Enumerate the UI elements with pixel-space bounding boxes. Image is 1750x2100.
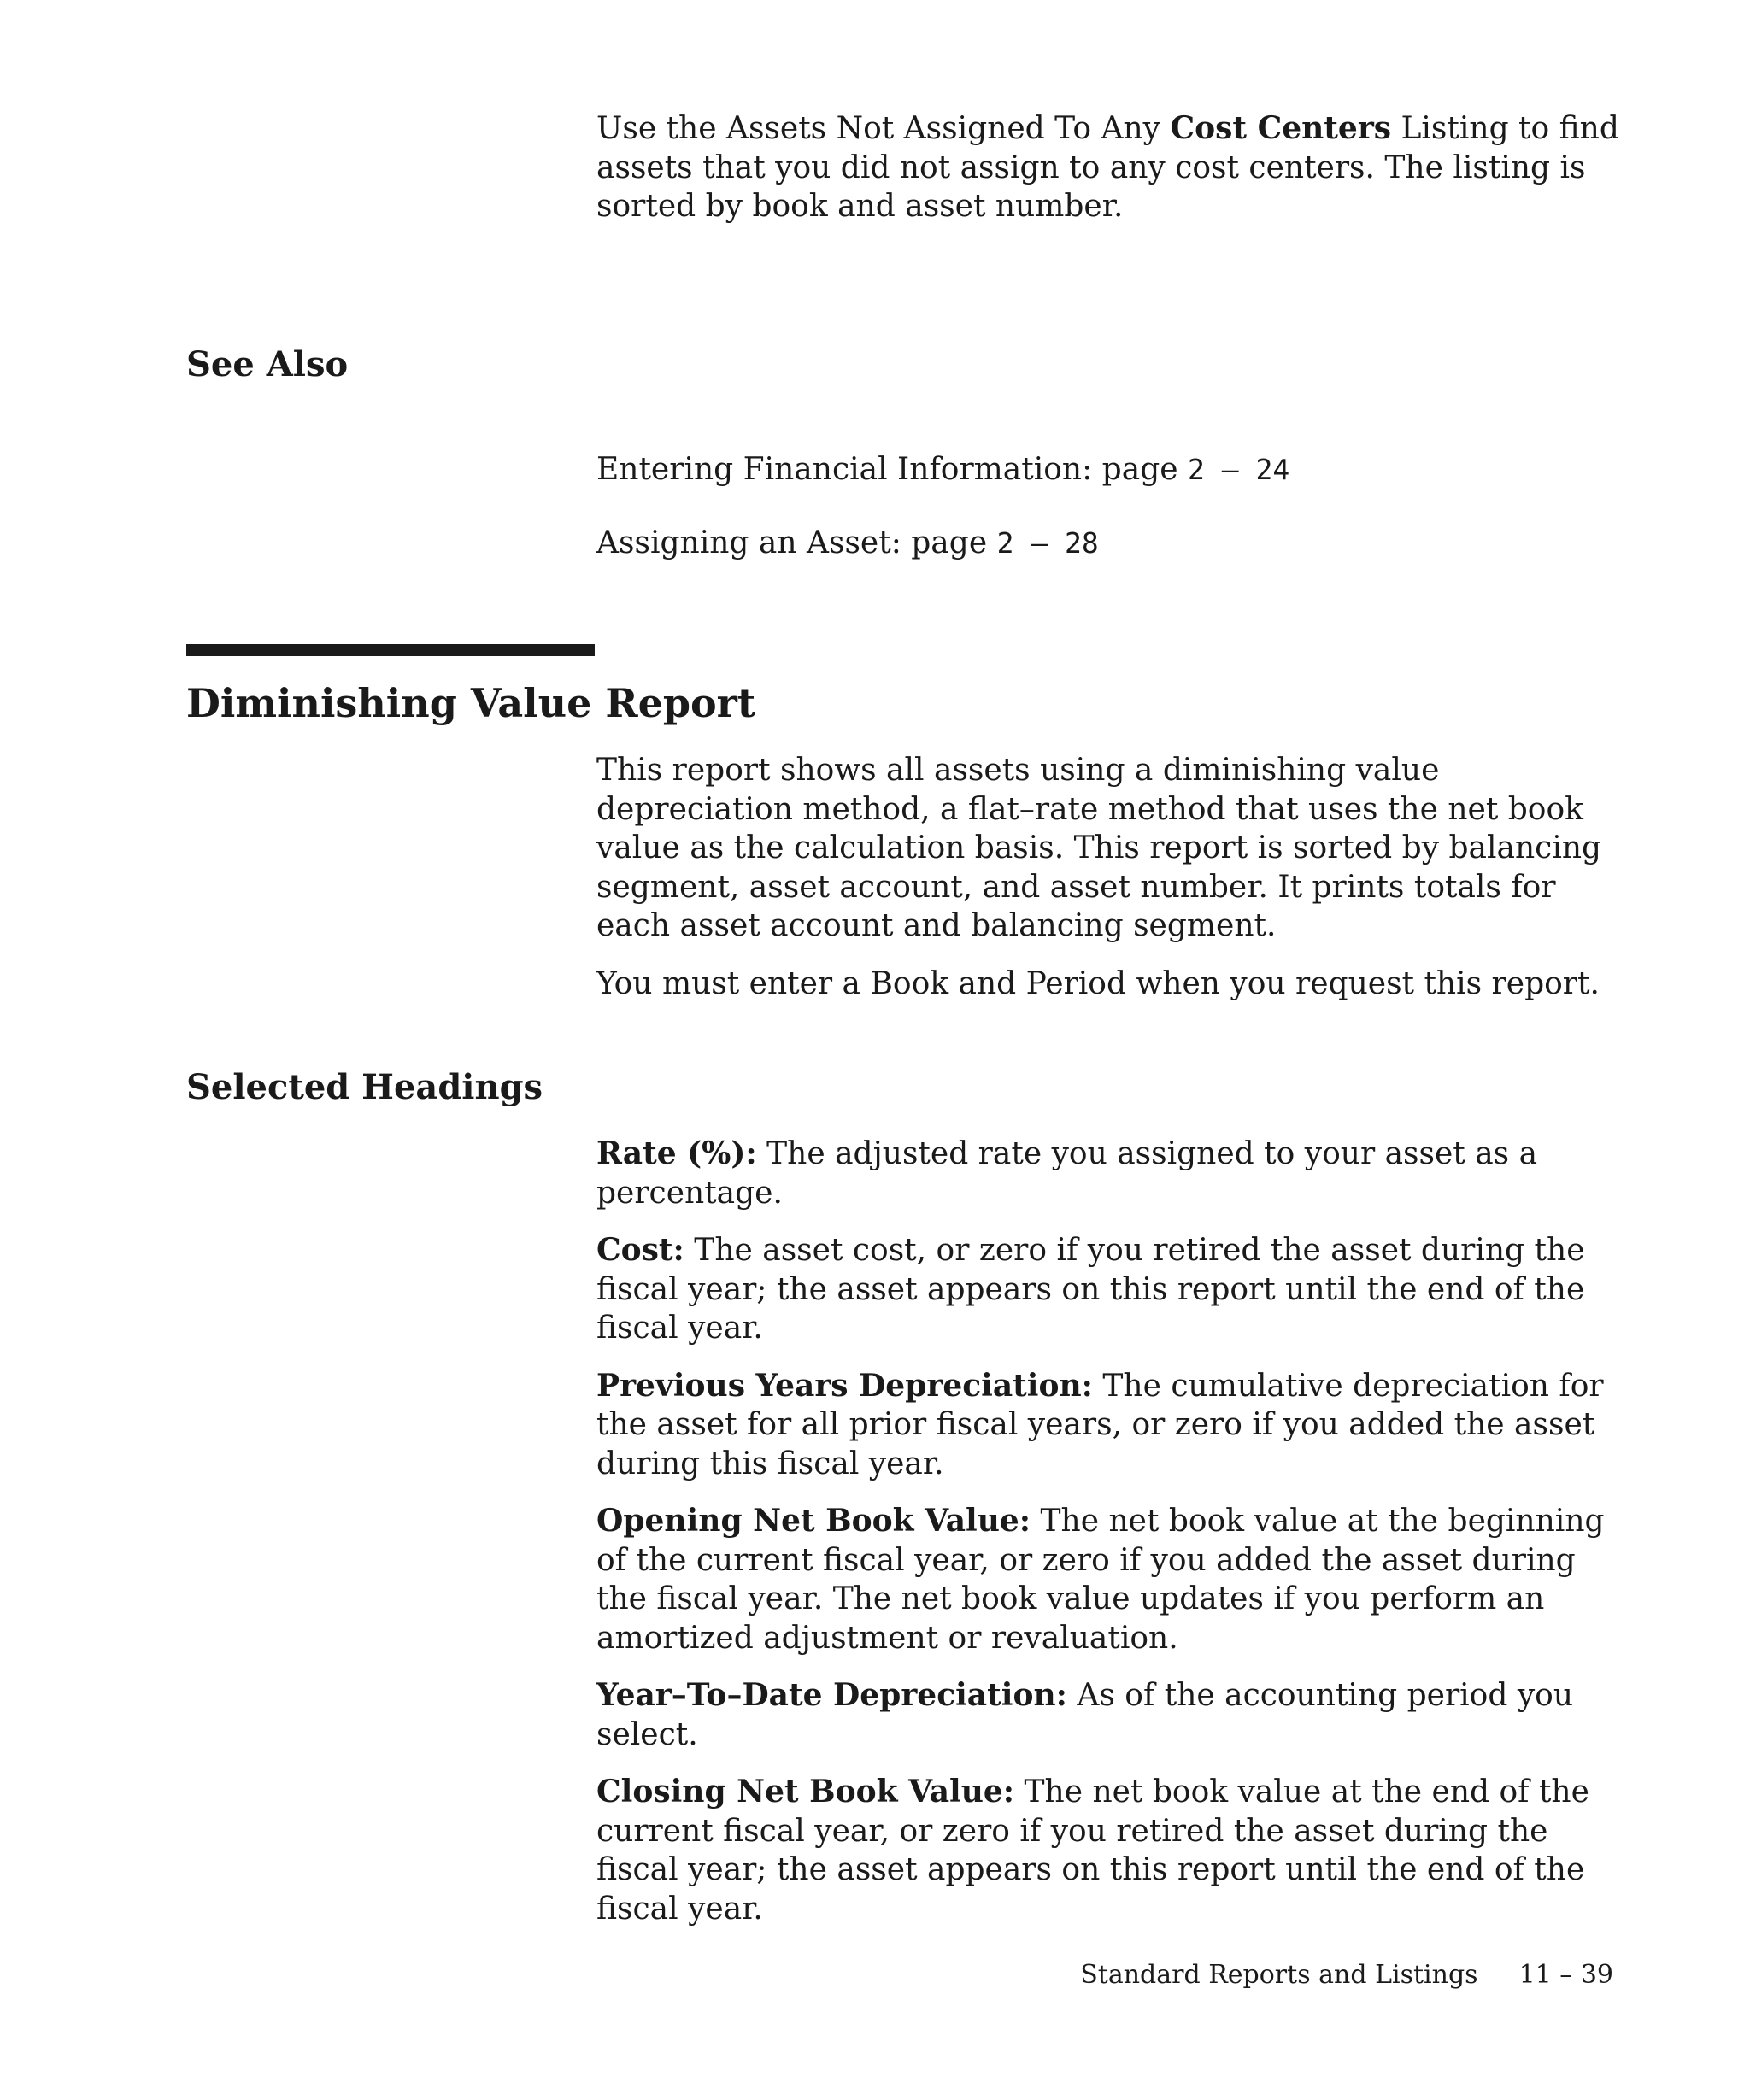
footer-page-number: 11 – 39: [1518, 1960, 1613, 1990]
definition-term: Year–To–Date Depreciation:: [596, 1677, 1067, 1713]
intro-block: [596, 109, 1622, 226]
intro-paragraph: [596, 109, 1622, 226]
definition-term: Closing Net Book Value:: [596, 1774, 1015, 1810]
intro-bold-term: Cost Centers: [1170, 110, 1392, 146]
definition-item: [596, 1676, 1622, 1754]
see-also-links: [596, 450, 1622, 562]
headings-definition-list: [596, 1135, 1622, 1947]
definition-text: The asset cost, or zero if you retired the asset during the fiscal year; the asset appears on this report until the end of the fiscal year.: [596, 1233, 1585, 1346]
definition-text: The net book value at the beginning of the current fiscal year, or zero if you added the asset during the fiscal year. The net book value updates if you perform an amortized adjustment or revaluation.: [596, 1504, 1605, 1656]
report-description: [596, 751, 1622, 1003]
definition-text: The cumulative depreciation for the asset for all prior fiscal years, or zero if you added the asset during this fiscal year.: [596, 1368, 1604, 1481]
intro-text-after: Listing to find assets that you did not assign to any cost centers. The listing is sorted by book and asset number.: [596, 111, 1619, 224]
selected-headings-heading: Selected Headings: [186, 1067, 543, 1107]
definition-term: Previous Years Depreciation:: [596, 1367, 1093, 1404]
definition-term: Cost:: [596, 1232, 684, 1268]
definition-term: Rate (%):: [596, 1135, 757, 1171]
report-paragraph: You must enter a Book and Period when you request this report.: [596, 965, 1600, 1001]
see-also-link-label: Assigning an Asset: page: [596, 525, 997, 560]
page-footer: [1080, 1960, 1613, 1990]
see-also-link-assigning[interactable]: [596, 524, 1622, 563]
definition-text: As of the accounting period you select.: [596, 1678, 1574, 1752]
see-also-link-financial[interactable]: [596, 450, 1622, 490]
definition-text: The net book value at the end of the current fiscal year, or zero if you retired the asset during the fiscal year; the asset appears on this report until the end of the fiscal year.: [596, 1774, 1589, 1927]
definition-item: [596, 1135, 1622, 1212]
definition-item: [596, 1231, 1622, 1348]
definition-item: [596, 1367, 1622, 1484]
section-title: Diminishing Value Report: [186, 680, 756, 726]
definition-item: [596, 1502, 1622, 1657]
footer-section-title: Standard Reports and Listings: [1080, 1960, 1478, 1990]
definition-item: [596, 1773, 1622, 1928]
definition-text: The adjusted rate you assigned to your asset as a percentage.: [596, 1136, 1538, 1211]
intro-text-before: Use the Assets Not Assigned To Any: [596, 111, 1171, 146]
see-also-heading: See Also: [186, 344, 349, 384]
section-divider: [186, 644, 595, 656]
definition-term: Opening Net Book Value:: [596, 1503, 1031, 1539]
see-also-page-ref: 2 – 24: [1187, 453, 1290, 486]
see-also-page-ref: 2 – 28: [996, 525, 1099, 560]
report-paragraph: This report shows all assets using a diminishing value depreciation method, a flat–rate method that uses the net book value as the calculation basis. This report is sorted by balancing segment, asset account, and asset number. It prints totals for each asset account and balancing segment.: [596, 753, 1602, 943]
see-also-link-label: Entering Financial Information: page: [596, 452, 1188, 487]
